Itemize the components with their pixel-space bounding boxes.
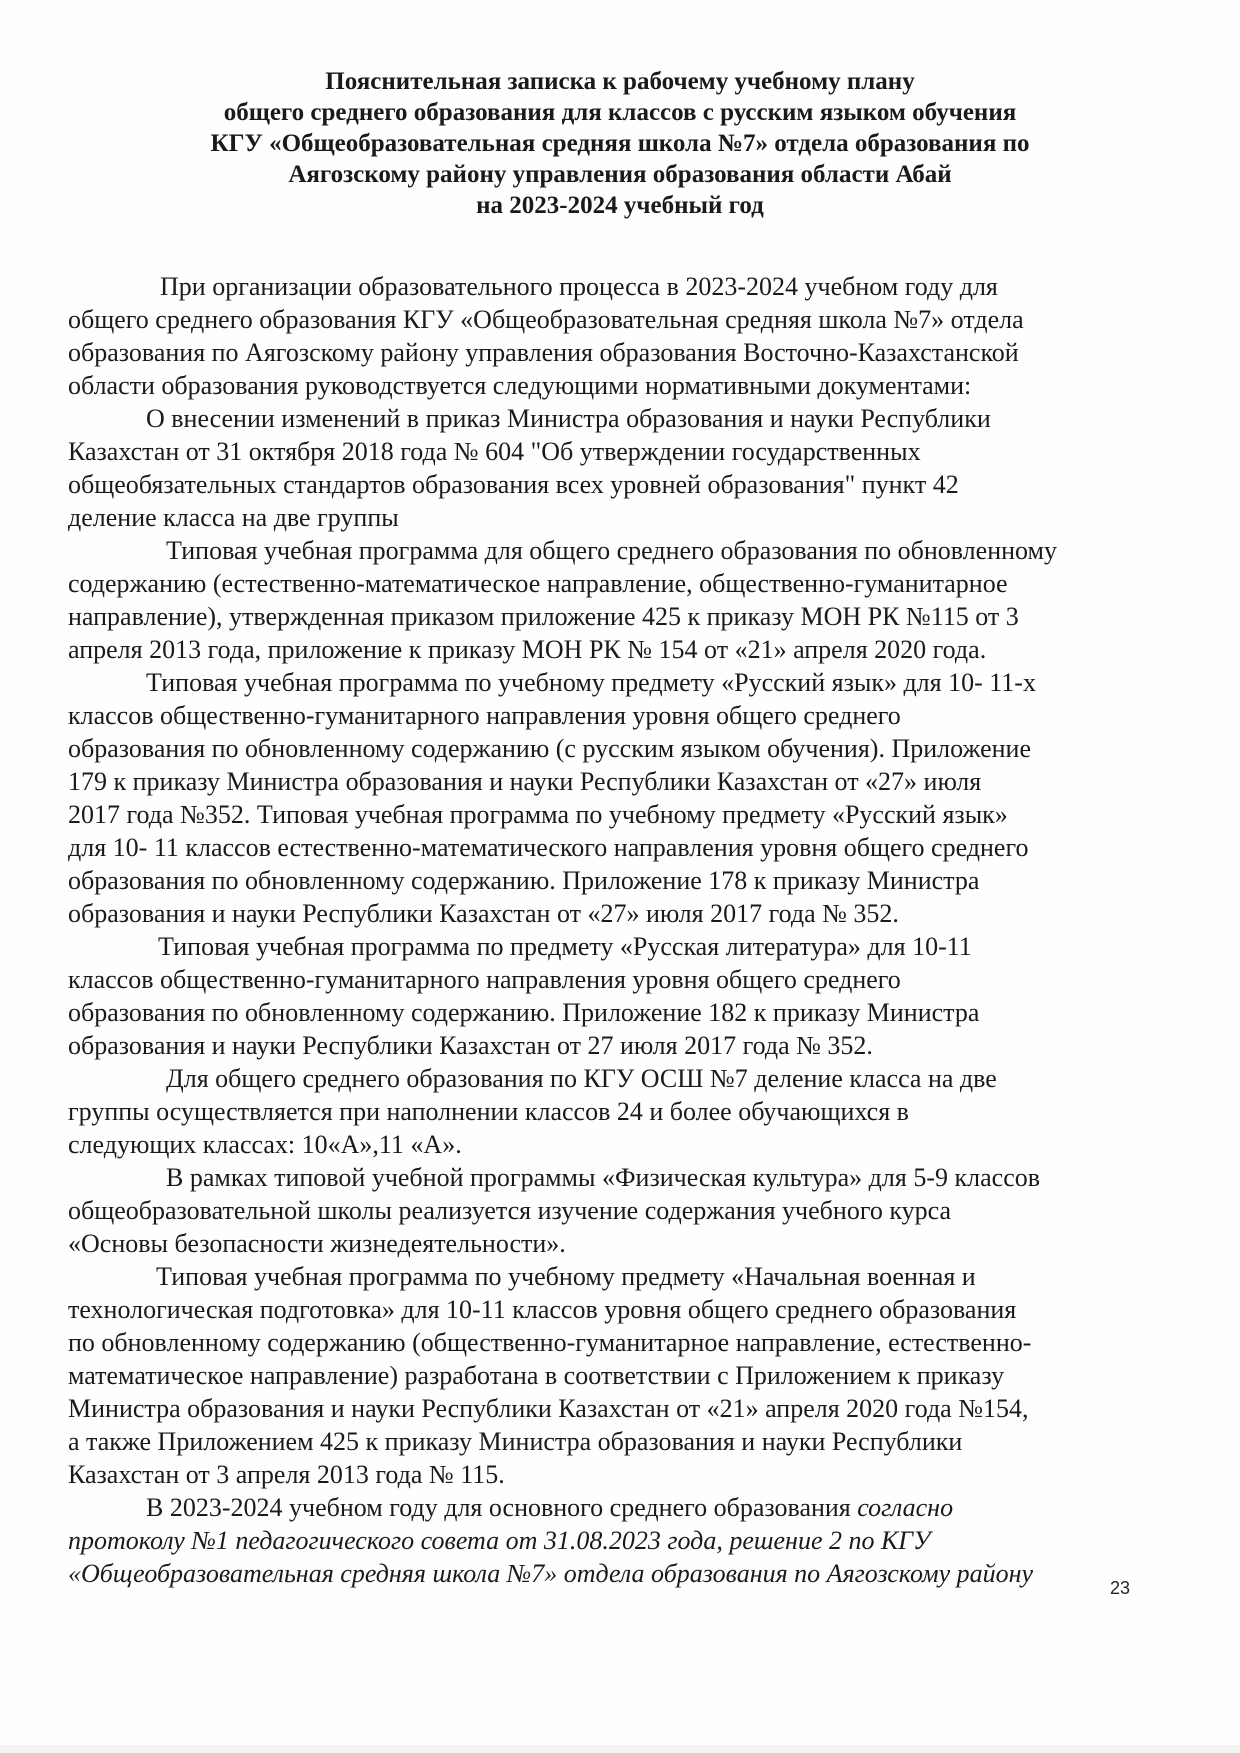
text-line: группы осуществляется при наполнении классов 24 и более обучающихся в: [68, 1097, 909, 1126]
text-line: образования и науки Республики Казахстан от «27» июля 2017 года № 352.: [68, 899, 899, 928]
text-line: образования по Аягозскому району управления образования Восточно-Казахстанской: [68, 338, 1019, 367]
text-line: [68, 1491, 1158, 1524]
paragraph-intro: [68, 270, 1158, 402]
text-line: общего среднего образования КГУ «Общеобразовательная средняя школа №7» отдела: [68, 305, 1024, 334]
document-title: [110, 66, 1130, 221]
paragraph-class-division: [68, 1062, 1158, 1161]
paragraph-physical-culture: [68, 1161, 1158, 1260]
text-line: Для общего среднего образования по КГУ ОСШ №7 деление класса на две: [166, 1064, 997, 1093]
paragraph-russian-language: [68, 666, 1158, 930]
text-line: 2017 года №352. Типовая учебная программа по учебному предмету «Русский язык»: [68, 800, 1008, 829]
text-line: классов общественно-гуманитарного направления уровня общего среднего: [68, 965, 901, 994]
text-line: Казахстан от 31 октября 2018 года № 604 "Об утверждении государственных: [68, 437, 921, 466]
text-line: образования и науки Республики Казахстан от 27 июля 2017 года № 352.: [68, 1031, 873, 1060]
text-line: Казахстан от 3 апреля 2013 года № 115.: [68, 1460, 505, 1489]
page-number: 23: [1110, 1578, 1131, 1598]
text-line: технологическая подготовка» для 10-11 классов уровня общего среднего образования: [68, 1295, 1017, 1324]
text-line: Типовая учебная программа по учебному предмету «Начальная военная и: [156, 1262, 976, 1291]
text-line: образования по обновленному содержанию (с русским языком обучения). Приложение: [68, 734, 1032, 763]
text-line: «Общеобразовательная средняя школа №7» отдела образования по Аягозскому району: [68, 1559, 1034, 1588]
text-line: содержанию (естественно-математическое направление, общественно-гуманитарное: [68, 569, 1008, 598]
document-body: [68, 270, 1158, 1590]
text-line: В рамках типовой учебной программы «Физическая культура» для 5-9 классов: [166, 1163, 1041, 1192]
text-line: При организации образовательного процесса в 2023-2024 учебном году для: [160, 272, 998, 301]
text-line: общеобязательных стандартов образования всех уровней образования" пункт 42: [68, 470, 959, 499]
text-line: О внесении изменений в приказ Министра образования и науки Республики: [146, 404, 991, 433]
title-line: Пояснительная записка к рабочему учебному плану: [325, 68, 915, 95]
paragraph-council-protocol: [68, 1491, 1158, 1590]
text-line: общеобразовательной школы реализуется изучение содержания учебного курса: [68, 1196, 951, 1225]
text-line: образования по обновленному содержанию. Приложение 178 к приказу Министра: [68, 866, 980, 895]
text-line: Типовая учебная программа по предмету «Русская литература» для 10-11: [158, 932, 972, 961]
scan-bottom-edge: [0, 1745, 1240, 1753]
title-line: Аягозскому району управления образования области Абай: [288, 161, 952, 188]
title-line: общего среднего образования для классов с русским языком обучения: [223, 99, 1017, 126]
text-line: математическое направление) разработана в соответствии с Приложением к приказу: [68, 1361, 1005, 1390]
text-line: по обновленному содержанию (общественно-гуманитарное направление, естественно-: [68, 1328, 1032, 1357]
text-line: области образования руководствуется следующими нормативными документами:: [68, 371, 972, 400]
text-line: Министра образования и науки Республики Казахстан от «21» апреля 2020 года №154,: [68, 1394, 1029, 1423]
text-line: Типовая учебная программа по учебному предмету «Русский язык» для 10- 11-х: [146, 668, 1036, 697]
text-line: 179 к приказу Министра образования и науки Республики Казахстан от «27» июля: [68, 767, 982, 796]
text-line: следующих классах: 10«А»,11 «А».: [68, 1130, 462, 1159]
paragraph-russian-literature: [68, 930, 1158, 1062]
title-line: на 2023-2024 учебный год: [476, 192, 764, 219]
paragraph-military-training: [68, 1260, 1158, 1491]
text-line: деление класса на две группы: [68, 503, 399, 532]
text-italic: согласно: [857, 1493, 954, 1522]
text-line: апреля 2013 года, приложение к приказу МОН РК № 154 от «21» апреля 2020 года.: [68, 635, 987, 664]
paragraph-standard-program: [68, 534, 1158, 666]
text-regular: В 2023-2024 учебном году для основного среднего образования: [146, 1493, 858, 1522]
text-line: протоколу №1 педагогического совета от 31.08.2023 года, решение 2 по КГУ: [68, 1526, 931, 1555]
text-line: а также Приложением 425 к приказу Министра образования и науки Республики: [68, 1427, 963, 1456]
text-line: для 10- 11 классов естественно-математического направления уровня общего среднего: [68, 833, 1029, 862]
text-line: Типовая учебная программа для общего среднего образования по обновленному: [166, 536, 1057, 565]
title-line: КГУ «Общеобразовательная средняя школа №7» отдела образования по: [210, 130, 1030, 157]
text-line: образования по обновленному содержанию. Приложение 182 к приказу Министра: [68, 998, 980, 1027]
paragraph-amendment: [68, 402, 1158, 534]
text-line: направление), утвержденная приказом приложение 425 к приказу МОН РК №115 от 3: [68, 602, 1019, 631]
text-line: «Основы безопасности жизнедеятельности».: [68, 1229, 566, 1258]
text-line: классов общественно-гуманитарного направления уровня общего среднего: [68, 701, 901, 730]
